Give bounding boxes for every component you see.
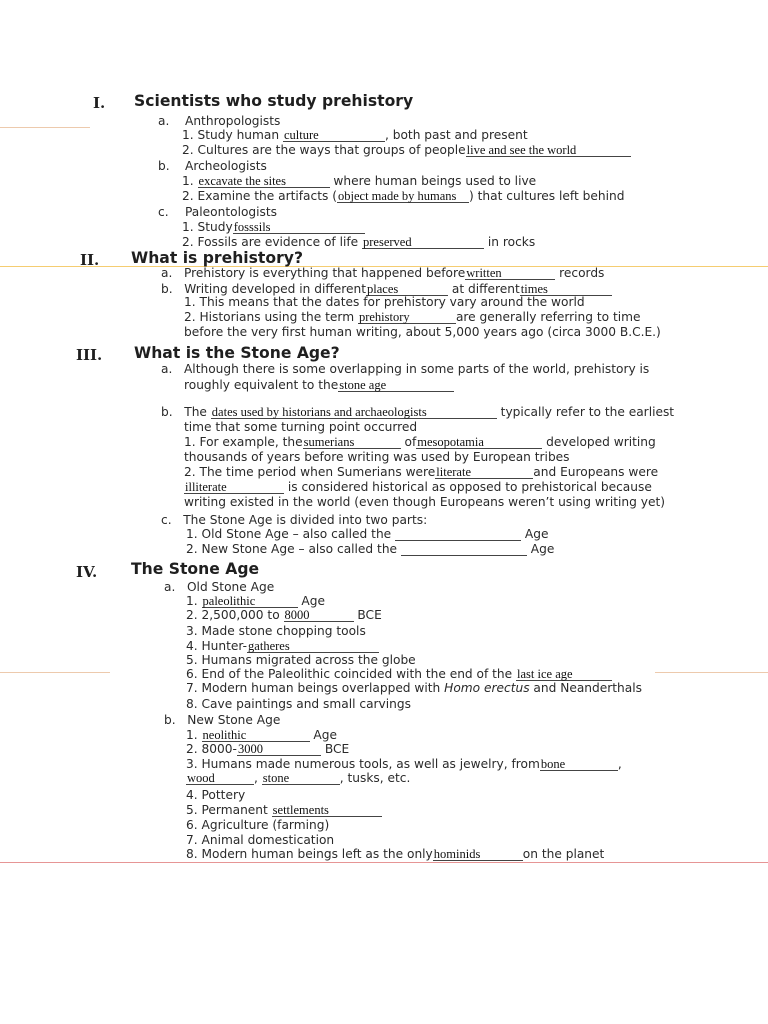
section-1-title: Scientists who study prehistory — [134, 92, 414, 110]
answer-blank: culture — [283, 129, 385, 142]
answer-blank: 3000 — [237, 743, 321, 756]
s2-b2 — [184, 310, 641, 325]
item-letter: a. — [161, 266, 173, 280]
text: Age — [301, 594, 325, 608]
text: 2,500,000 to — [201, 608, 280, 622]
section-4-number: IV. — [76, 563, 98, 581]
text: Fossils are evidence of life — [197, 235, 359, 249]
text: at different — [451, 282, 520, 296]
s4-b2 — [186, 742, 349, 757]
section-3-title: What is the Stone Age? — [134, 344, 340, 362]
text: , — [617, 757, 622, 771]
item-number: 3. — [186, 624, 198, 638]
s4-a2 — [186, 608, 382, 623]
answer-blank: written — [465, 267, 555, 280]
item-letter: a. — [164, 580, 176, 594]
text: Examine the artifacts ( — [197, 189, 337, 203]
s3-b1 — [184, 435, 656, 450]
s3-c2 — [186, 542, 554, 557]
item-number: 8. — [186, 847, 198, 861]
item-number: 1. — [182, 220, 194, 234]
answer-blank: preserved — [362, 236, 484, 249]
s4-a4 — [186, 639, 379, 654]
s3-b2-line2 — [184, 480, 652, 495]
s3-c1 — [186, 527, 549, 542]
text: Hunter- — [201, 639, 248, 653]
item-number: 1. — [186, 594, 198, 608]
s3-b2-cont: writing existed in the world (even though Europeans weren’t using writing yet) — [184, 495, 665, 509]
text: 1. For example, the — [184, 435, 303, 449]
text: , tusks, etc. — [339, 771, 411, 785]
answer-blank: illiterate — [184, 481, 284, 494]
item-number: 2. — [182, 189, 194, 203]
answer-blank: mesopotamia — [416, 436, 542, 449]
s4-b8 — [186, 847, 604, 862]
s1-a-letter: a. — [158, 114, 170, 128]
text: is considered historical as opposed to prehistorical because — [287, 480, 652, 494]
text: BCE — [357, 608, 382, 622]
answer-blank: times — [520, 283, 612, 296]
text: BCE — [324, 742, 350, 756]
text: Agriculture (farming) — [201, 818, 330, 832]
text: Pottery — [201, 788, 246, 802]
text: Made stone chopping tools — [201, 624, 366, 638]
text: Cultures are the ways that groups of people — [197, 143, 466, 157]
item-number: 1. — [182, 128, 194, 142]
answer-blank: paleolithic — [202, 595, 298, 608]
item-number: 6. — [186, 667, 198, 681]
s3-b-line2: time that some turning point occurred — [184, 420, 418, 434]
item-number: 2. — [182, 235, 194, 249]
answer-blank: settlements — [272, 804, 382, 817]
text: ) that cultures left behind — [469, 189, 625, 203]
text: 2. Historians using the term — [184, 310, 355, 324]
text: in rocks — [487, 235, 536, 249]
item-number: 8. — [186, 697, 198, 711]
text: Permanent — [201, 803, 268, 817]
text: roughly equivalent to the — [184, 378, 339, 392]
italic-term: Homo erectus — [444, 681, 530, 695]
s1-a2 — [182, 143, 631, 158]
answer-blank: dates used by historians and archaeologists — [211, 406, 497, 419]
text: Age — [530, 542, 555, 556]
item-number: 4. — [186, 788, 198, 802]
item-number: 2. — [182, 143, 194, 157]
s4-b7 — [186, 833, 334, 848]
answer-blank: neolithic — [202, 729, 310, 742]
s4-b5 — [186, 803, 382, 818]
text: where human beings used to live — [333, 174, 537, 188]
text: 8000- — [201, 742, 237, 756]
item-letter: b. — [161, 282, 173, 296]
item-number: 5. — [186, 803, 198, 817]
section-3-number: III. — [76, 346, 103, 364]
answer-blank: bone — [540, 758, 618, 771]
answer-blank: places — [366, 283, 448, 296]
text: End of the Paleolithic coincided with the end of the — [201, 667, 513, 681]
text: Old Stone Age – also called the — [201, 527, 392, 541]
answer-blank: last ice age — [516, 668, 612, 681]
answer-blank: fosssils — [233, 221, 365, 234]
answer-blank: live and see the world — [466, 144, 631, 157]
text: developed writing — [546, 435, 656, 449]
s1-b1 — [182, 174, 536, 189]
s4-a5 — [186, 653, 416, 668]
text: of — [404, 435, 417, 449]
s4-b6 — [186, 818, 329, 833]
s4-a — [164, 580, 274, 595]
s4-a7 — [186, 681, 642, 696]
item-letter: c. — [161, 513, 172, 527]
s1-a1 — [182, 128, 528, 143]
item-letter: b. — [161, 405, 173, 419]
item-number: 1. — [182, 174, 194, 188]
item-letter: a. — [161, 362, 173, 376]
answer-blank: literate — [435, 466, 533, 479]
s4-b4 — [186, 788, 245, 803]
text: Modern human beings left as the only — [201, 847, 433, 861]
item-letter: b. — [164, 713, 176, 727]
item-number: 7. — [186, 681, 198, 695]
s1-c1 — [182, 220, 365, 235]
s3-a-line2 — [184, 378, 454, 393]
item-number: 6. — [186, 818, 198, 832]
text: and Neanderthals — [533, 681, 642, 695]
text: Age — [524, 527, 549, 541]
text: Prehistory is everything that happened before — [183, 266, 466, 280]
s3-c — [161, 513, 427, 528]
s4-a1 — [186, 594, 325, 609]
text: Old Stone Age — [186, 580, 275, 594]
text: Humans made numerous tools, as well as jewelry, from — [201, 757, 540, 771]
item-number: 2. — [186, 608, 198, 622]
s1-b2 — [182, 189, 624, 204]
s4-a3 — [186, 624, 366, 639]
s4-b1 — [186, 728, 337, 743]
text: on the planet — [522, 847, 605, 861]
text: New Stone Age – also called the — [201, 542, 398, 556]
text: The Stone Age is divided into two parts: — [183, 513, 428, 527]
text: The — [184, 405, 207, 419]
answer-blank: prehistory — [358, 311, 456, 324]
text: Although there is some overlapping in some parts of the world, prehistory is — [183, 362, 650, 376]
s4-a6 — [186, 667, 612, 682]
answer-blank: stone — [262, 772, 340, 785]
text: , — [254, 771, 258, 785]
text: , both past and present — [384, 128, 528, 142]
item-number: 2. — [186, 742, 198, 756]
text: Study human — [197, 128, 280, 142]
answer-blank: gatheres — [247, 640, 379, 653]
s1-c-letter: c. — [158, 205, 169, 219]
s2-b1: 1. This means that the dates for prehistory vary around the world — [184, 295, 585, 309]
s3-b1-cont: thousands of years before writing was used by European tribes — [184, 450, 570, 464]
item-number: 1. — [186, 527, 198, 541]
item-number: 7. — [186, 833, 198, 847]
s1-c2 — [182, 235, 535, 250]
text: New Stone Age — [187, 713, 281, 727]
text: 2. The time period when Sumerians were — [184, 465, 436, 479]
answer-blank: sumerians — [303, 436, 401, 449]
item-number: 3. — [186, 757, 198, 771]
text: Animal domestication — [201, 833, 335, 847]
answer-blank: object made by humans — [337, 190, 469, 203]
section-2-number: II. — [80, 251, 100, 269]
s4-b3-line2 — [186, 771, 410, 786]
section-1-number: I. — [93, 94, 106, 112]
text: Modern human beings overlapped with — [201, 681, 441, 695]
text: records — [559, 266, 605, 280]
s2-b2-cont: before the very first human writing, about 5,000 years ago (circa 3000 B.C.E.) — [184, 325, 661, 339]
faint-mark — [0, 127, 90, 128]
item-number: 2. — [186, 542, 198, 556]
s1-a-label: Anthropologists — [185, 114, 281, 128]
s1-b-letter: b. — [158, 159, 170, 173]
text: Humans migrated across the globe — [201, 653, 416, 667]
s3-b2 — [184, 465, 658, 480]
text: typically refer to the earliest — [500, 405, 675, 419]
text: Cave paintings and small carvings — [201, 697, 411, 711]
section-4-title: The Stone Age — [131, 560, 260, 578]
answer-blank: wood — [186, 772, 254, 785]
answer-blank: 8000 — [284, 609, 354, 622]
text: and Europeans were — [533, 465, 659, 479]
s3-b — [161, 405, 674, 420]
text: Age — [313, 728, 337, 742]
item-number: 5. — [186, 653, 198, 667]
item-number: 1. — [186, 728, 198, 742]
answer-blank: hominids — [433, 848, 523, 861]
s4-b — [164, 713, 280, 728]
answer-blank — [395, 528, 521, 541]
section-2-title: What is prehistory? — [131, 249, 303, 267]
s1-c-label: Paleontologists — [185, 205, 278, 219]
text: Study — [197, 220, 233, 234]
faint-mark — [655, 672, 768, 673]
item-number: 4. — [186, 639, 198, 653]
text: are generally referring to time — [455, 310, 641, 324]
faint-mark — [0, 672, 110, 673]
answer-blank — [401, 543, 527, 556]
s1-b-label: Archeologists — [185, 159, 267, 173]
text: Writing developed in different — [184, 282, 367, 296]
red-rule-line — [0, 862, 768, 863]
s2-a — [161, 266, 604, 281]
answer-blank: excavate the sites — [198, 175, 330, 188]
answer-blank: stone age — [338, 379, 454, 392]
s4-a8 — [186, 697, 411, 712]
s4-b3 — [186, 757, 622, 772]
s3-a — [161, 362, 649, 377]
